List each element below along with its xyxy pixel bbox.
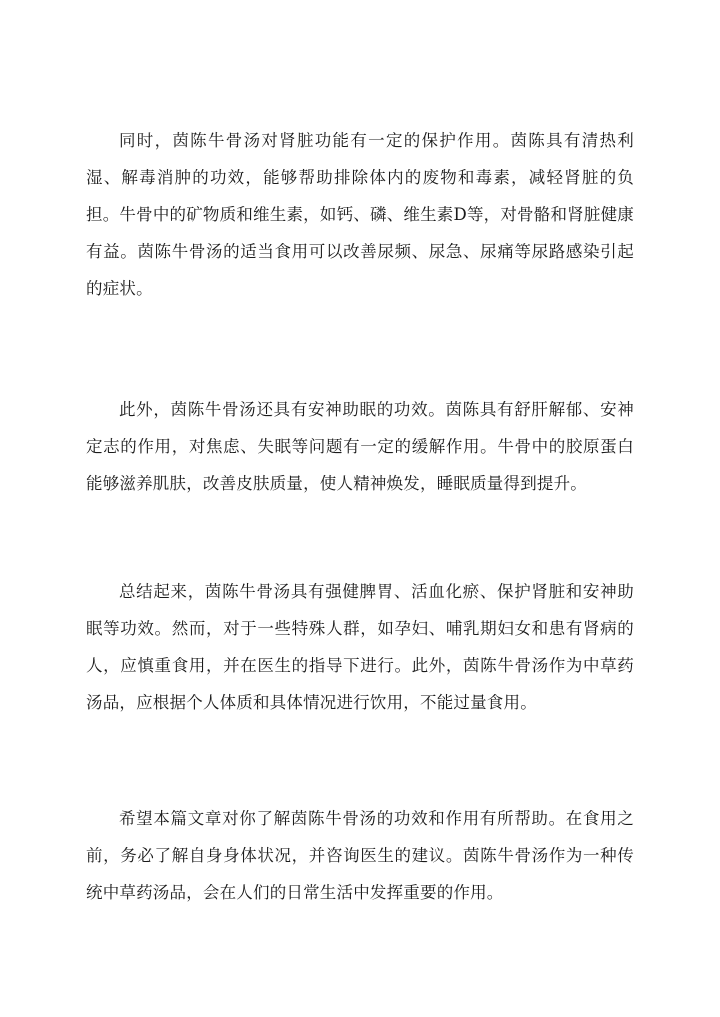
paragraph-summary: 总结起来，茵陈牛骨汤具有强健脾胃、活血化瘀、保护肾脏和安神助眠等功效。然而，对于一些特殊人群，如孕妇、哺乳期妇女和患有肾病的人，应慎重食用，并在医生的指导下进行。此外，茵陈牛骨汤作为中草药汤品，应根据个人体质和具体情况进行饮用，不能过量食用。 [86, 582, 634, 712]
paragraph-sleep-aid: 此外，茵陈牛骨汤还具有安神助眠的功效。茵陈具有舒肝解郁、安神定志的作用，对焦虑、失眠等问题有一定的缓解作用。牛骨中的胶原蛋白能够滋养肌肤，改善皮肤质量，使人精神焕发，睡眠质量得到提升。 [86, 400, 634, 493]
paragraph-closing: 希望本篇文章对你了解茵陈牛骨汤的功效和作用有所帮助。在食用之前，务必了解自身身体状况，并咨询医生的建议。茵陈牛骨汤作为一种传统中草药汤品，会在人们的日常生活中发挥重要的作用。 [86, 809, 634, 902]
paragraph-kidney-protection: 同时，茵陈牛骨汤对肾脏功能有一定的保护作用。茵陈具有清热利湿、解毒消肿的功效，能够帮助排除体内的废物和毒素，减轻肾脏的负担。牛骨中的矿物质和维生素，如钙、磷、维生素D等，对骨骼和肾脏健康有益。茵陈牛骨汤的适当食用可以改善尿频、尿急、尿痛等尿路感染引起的症状。 [86, 131, 634, 298]
